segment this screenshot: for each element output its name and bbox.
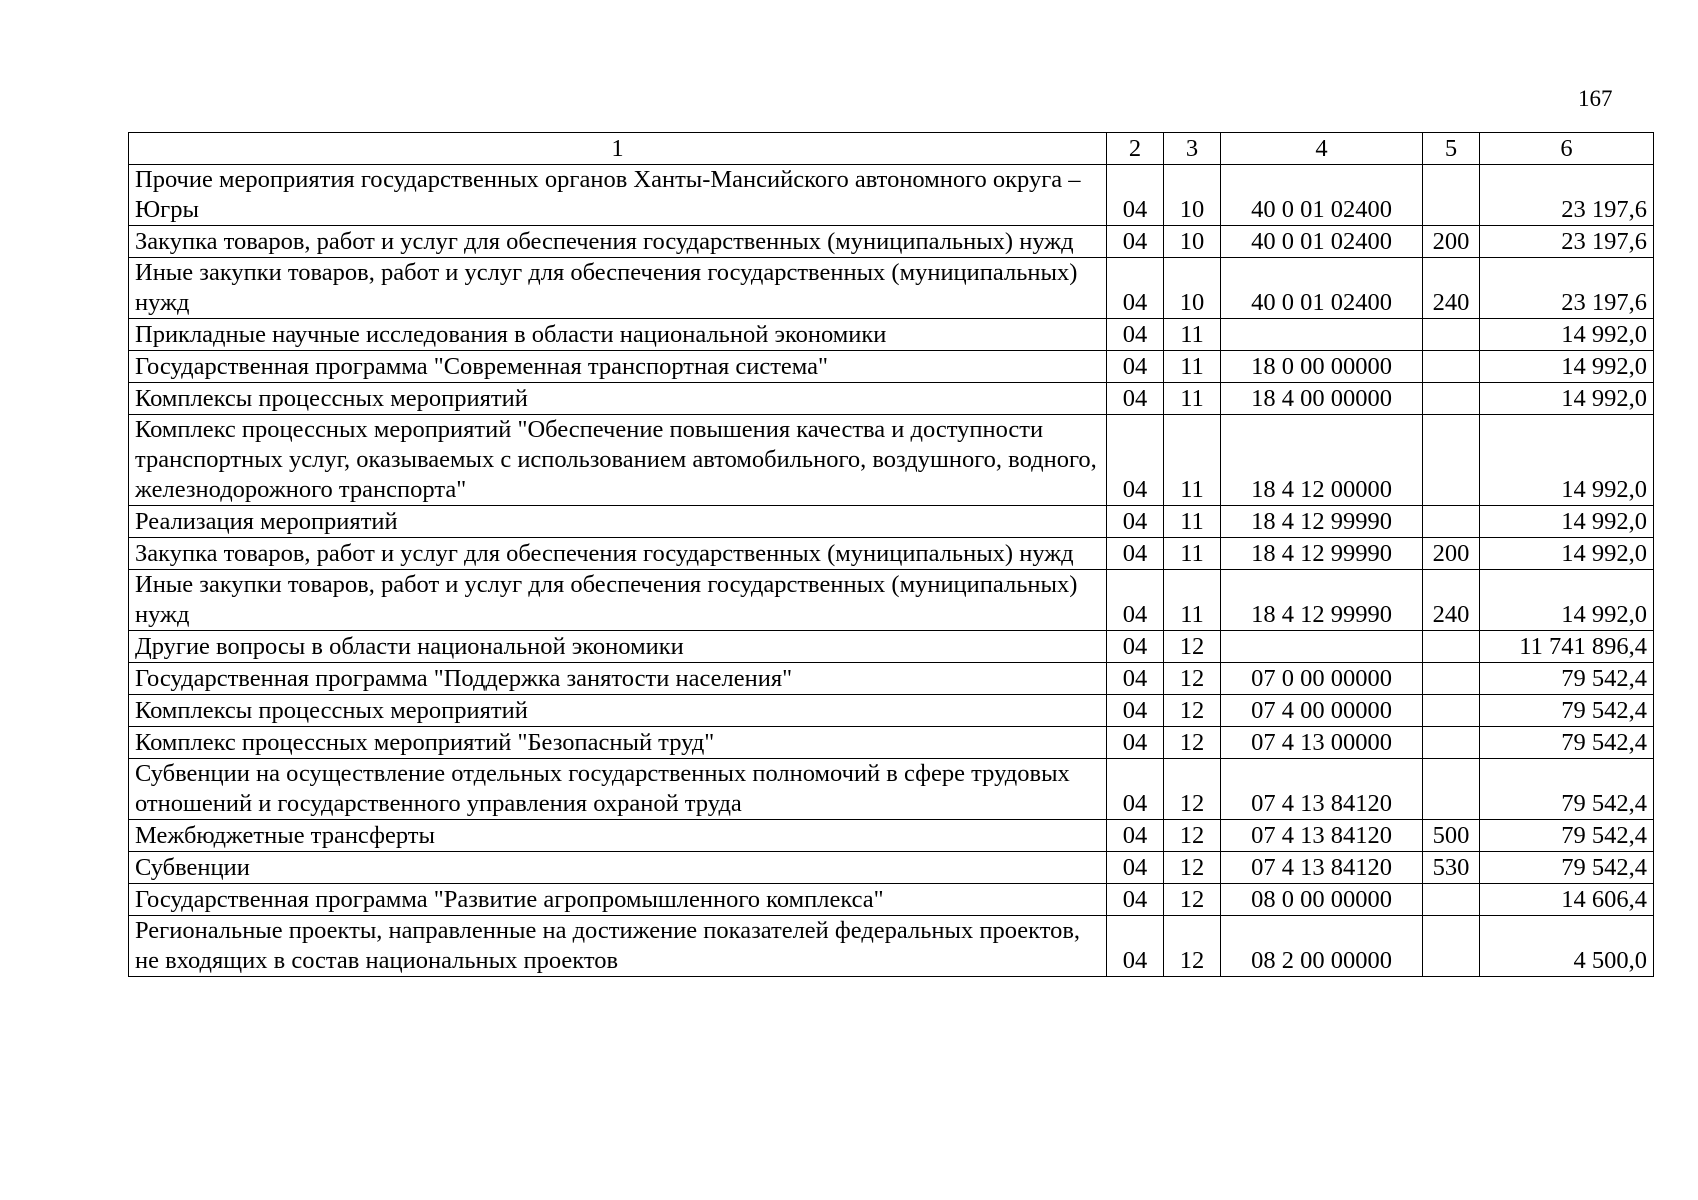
table-row [129, 663, 1654, 695]
row-name-cell: Государственная программа "Современная транспортная система" [129, 351, 1107, 383]
column-number-row [129, 133, 1654, 165]
row-name-cell: Субвенции [129, 852, 1107, 884]
row-code-cell: 18 4 12 99990 [1221, 570, 1423, 631]
table-row [129, 727, 1654, 759]
table-row [129, 351, 1654, 383]
row-code-cell: 07 4 13 84120 [1221, 852, 1423, 884]
row-code-cell [1221, 319, 1423, 351]
table-row [129, 695, 1654, 727]
row-subsection-cell: 12 [1164, 695, 1221, 727]
column-header: 3 [1164, 133, 1221, 165]
row-name-cell: Прикладные научные исследования в области национальной экономики [129, 319, 1107, 351]
row-type-cell [1423, 663, 1480, 695]
column-header: 4 [1221, 133, 1423, 165]
row-code-cell: 18 4 12 99990 [1221, 538, 1423, 570]
row-name-cell: Закупка товаров, работ и услуг для обеспечения государственных (муниципальных) нужд [129, 538, 1107, 570]
row-section-cell: 04 [1107, 631, 1164, 663]
row-subsection-cell: 12 [1164, 884, 1221, 916]
page-number: 167 [1578, 86, 1613, 111]
row-subsection-cell: 11 [1164, 538, 1221, 570]
row-amount-cell: 23 197,6 [1480, 226, 1654, 258]
row-section-cell: 04 [1107, 570, 1164, 631]
row-section-cell: 04 [1107, 916, 1164, 977]
row-section-cell: 04 [1107, 852, 1164, 884]
row-code-cell: 40 0 01 02400 [1221, 226, 1423, 258]
row-type-cell [1423, 319, 1480, 351]
row-section-cell: 04 [1107, 820, 1164, 852]
row-amount-cell: 14 992,0 [1480, 538, 1654, 570]
table-row [129, 852, 1654, 884]
row-name-cell: Иные закупки товаров, работ и услуг для обеспечения государственных (муниципальных) нужд [129, 570, 1107, 631]
table-body [129, 165, 1654, 977]
row-section-cell: 04 [1107, 727, 1164, 759]
row-type-cell [1423, 884, 1480, 916]
row-type-cell [1423, 415, 1480, 506]
table-row [129, 884, 1654, 916]
row-section-cell: 04 [1107, 506, 1164, 538]
column-header: 6 [1480, 133, 1654, 165]
column-header: 2 [1107, 133, 1164, 165]
table-row [129, 383, 1654, 415]
row-subsection-cell: 12 [1164, 759, 1221, 820]
row-amount-cell: 79 542,4 [1480, 695, 1654, 727]
row-section-cell: 04 [1107, 663, 1164, 695]
row-code-cell: 08 2 00 00000 [1221, 916, 1423, 977]
row-amount-cell: 79 542,4 [1480, 759, 1654, 820]
row-section-cell: 04 [1107, 351, 1164, 383]
row-subsection-cell: 11 [1164, 506, 1221, 538]
row-type-cell [1423, 506, 1480, 538]
row-section-cell: 04 [1107, 383, 1164, 415]
table-row [129, 759, 1654, 820]
column-header: 1 [129, 133, 1107, 165]
table-row [129, 319, 1654, 351]
row-name-cell: Комплексы процессных мероприятий [129, 695, 1107, 727]
table-row [129, 570, 1654, 631]
row-code-cell: 18 4 12 00000 [1221, 415, 1423, 506]
row-amount-cell: 14 606,4 [1480, 884, 1654, 916]
row-code-cell: 07 4 13 84120 [1221, 759, 1423, 820]
row-amount-cell: 14 992,0 [1480, 415, 1654, 506]
row-amount-cell: 4 500,0 [1480, 916, 1654, 977]
row-type-cell [1423, 727, 1480, 759]
row-type-cell [1423, 695, 1480, 727]
row-subsection-cell: 10 [1164, 258, 1221, 319]
row-code-cell: 07 4 13 00000 [1221, 727, 1423, 759]
row-name-cell: Комплексы процессных мероприятий [129, 383, 1107, 415]
column-header: 5 [1423, 133, 1480, 165]
row-amount-cell: 14 992,0 [1480, 319, 1654, 351]
row-name-cell: Прочие мероприятия государственных органов Ханты-Мансийского автономного округа – Югры [129, 165, 1107, 226]
row-name-cell: Межбюджетные трансферты [129, 820, 1107, 852]
row-code-cell: 07 0 00 00000 [1221, 663, 1423, 695]
row-subsection-cell: 12 [1164, 663, 1221, 695]
table-row [129, 258, 1654, 319]
row-subsection-cell: 11 [1164, 319, 1221, 351]
row-code-cell: 40 0 01 02400 [1221, 165, 1423, 226]
budget-table [128, 132, 1654, 977]
row-amount-cell: 79 542,4 [1480, 852, 1654, 884]
row-name-cell: Комплекс процессных мероприятий "Безопасный труд" [129, 727, 1107, 759]
row-subsection-cell: 11 [1164, 351, 1221, 383]
row-section-cell: 04 [1107, 695, 1164, 727]
row-type-cell [1423, 165, 1480, 226]
row-section-cell: 04 [1107, 759, 1164, 820]
row-section-cell: 04 [1107, 165, 1164, 226]
row-type-cell: 240 [1423, 570, 1480, 631]
row-type-cell: 240 [1423, 258, 1480, 319]
row-amount-cell: 14 992,0 [1480, 383, 1654, 415]
row-type-cell [1423, 916, 1480, 977]
row-name-cell: Государственная программа "Поддержка занятости населения" [129, 663, 1107, 695]
row-code-cell: 40 0 01 02400 [1221, 258, 1423, 319]
row-amount-cell: 23 197,6 [1480, 258, 1654, 319]
row-name-cell: Региональные проекты, направленные на достижение показателей федеральных проектов, не входящих в состав национальных проектов [129, 916, 1107, 977]
row-code-cell: 07 4 00 00000 [1221, 695, 1423, 727]
row-type-cell [1423, 631, 1480, 663]
row-amount-cell: 14 992,0 [1480, 506, 1654, 538]
row-subsection-cell: 11 [1164, 570, 1221, 631]
row-code-cell: 18 4 12 99990 [1221, 506, 1423, 538]
row-name-cell: Другие вопросы в области национальной экономики [129, 631, 1107, 663]
row-subsection-cell: 12 [1164, 916, 1221, 977]
table-row [129, 538, 1654, 570]
row-type-cell [1423, 759, 1480, 820]
row-name-cell: Государственная программа "Развитие агропромышленного комплекса" [129, 884, 1107, 916]
row-type-cell: 200 [1423, 538, 1480, 570]
row-section-cell: 04 [1107, 226, 1164, 258]
table-row [129, 916, 1654, 977]
row-type-cell: 500 [1423, 820, 1480, 852]
row-subsection-cell: 11 [1164, 383, 1221, 415]
table-row [129, 415, 1654, 506]
row-section-cell: 04 [1107, 538, 1164, 570]
row-amount-cell: 14 992,0 [1480, 351, 1654, 383]
table-row [129, 506, 1654, 538]
row-name-cell: Реализация мероприятий [129, 506, 1107, 538]
row-section-cell: 04 [1107, 258, 1164, 319]
row-amount-cell: 14 992,0 [1480, 570, 1654, 631]
row-type-cell: 530 [1423, 852, 1480, 884]
row-section-cell: 04 [1107, 319, 1164, 351]
row-subsection-cell: 10 [1164, 165, 1221, 226]
row-name-cell: Иные закупки товаров, работ и услуг для обеспечения государственных (муниципальных) нужд [129, 258, 1107, 319]
row-amount-cell: 79 542,4 [1480, 727, 1654, 759]
row-name-cell: Закупка товаров, работ и услуг для обеспечения государственных (муниципальных) нужд [129, 226, 1107, 258]
table-row [129, 820, 1654, 852]
row-code-cell: 08 0 00 00000 [1221, 884, 1423, 916]
row-amount-cell: 79 542,4 [1480, 663, 1654, 695]
row-name-cell: Комплекс процессных мероприятий "Обеспечение повышения качества и доступности транспортных услуг, оказываемых с использованием автомобильного, воздушного, водного, железнодорожного транспорта" [129, 415, 1107, 506]
row-subsection-cell: 12 [1164, 727, 1221, 759]
table-row [129, 226, 1654, 258]
row-subsection-cell: 12 [1164, 631, 1221, 663]
row-amount-cell: 11 741 896,4 [1480, 631, 1654, 663]
row-amount-cell: 79 542,4 [1480, 820, 1654, 852]
row-code-cell: 07 4 13 84120 [1221, 820, 1423, 852]
row-type-cell [1423, 383, 1480, 415]
row-section-cell: 04 [1107, 884, 1164, 916]
table-row [129, 631, 1654, 663]
row-subsection-cell: 12 [1164, 852, 1221, 884]
row-name-cell: Субвенции на осуществление отдельных государственных полномочий в сфере трудовых отношений и государственного управления охраной труда [129, 759, 1107, 820]
row-subsection-cell: 12 [1164, 820, 1221, 852]
row-type-cell [1423, 351, 1480, 383]
row-subsection-cell: 11 [1164, 415, 1221, 506]
row-type-cell: 200 [1423, 226, 1480, 258]
row-code-cell [1221, 631, 1423, 663]
row-code-cell: 18 4 00 00000 [1221, 383, 1423, 415]
row-section-cell: 04 [1107, 415, 1164, 506]
row-subsection-cell: 10 [1164, 226, 1221, 258]
row-code-cell: 18 0 00 00000 [1221, 351, 1423, 383]
table-row [129, 165, 1654, 226]
row-amount-cell: 23 197,6 [1480, 165, 1654, 226]
